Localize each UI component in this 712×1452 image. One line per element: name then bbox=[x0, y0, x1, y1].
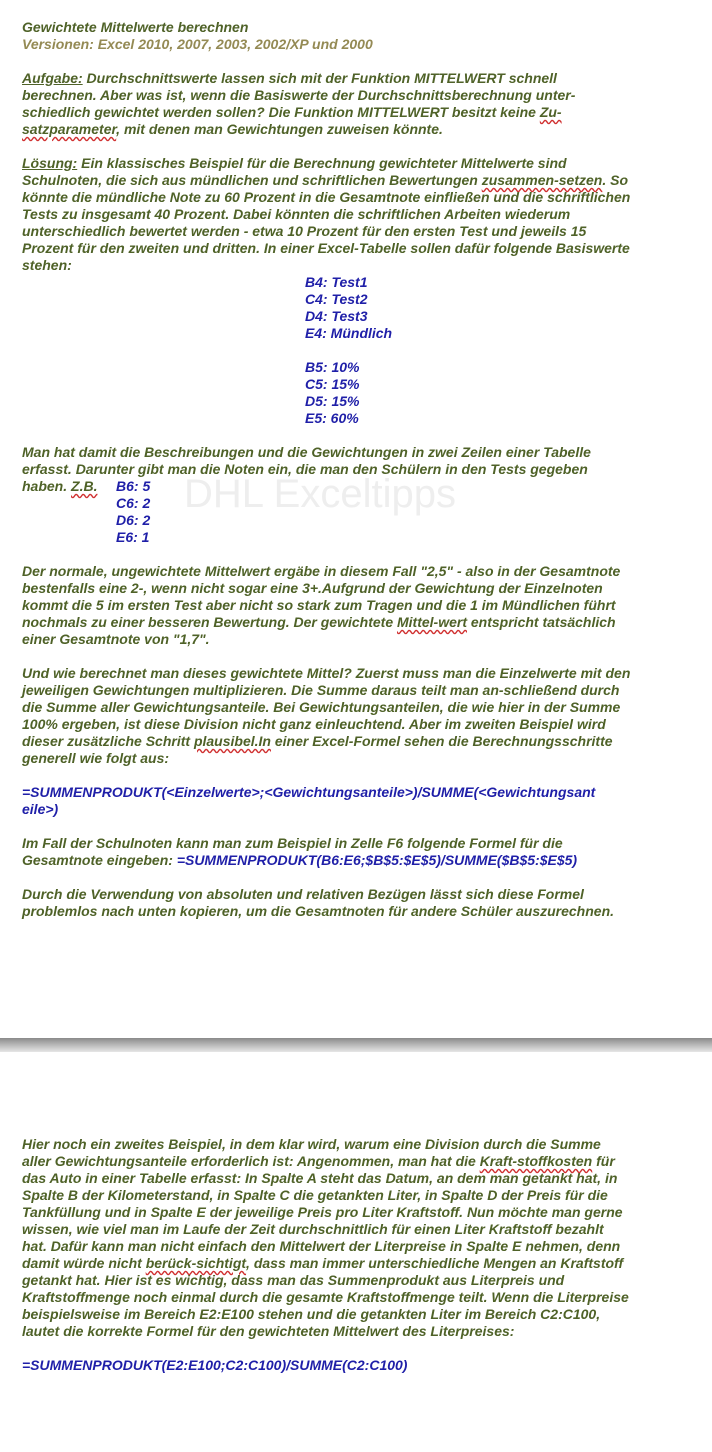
loesung-label: Lösung: bbox=[22, 155, 78, 171]
grade-c6: C6: 2 bbox=[116, 495, 151, 511]
basis-label-c4: C4: Test2 bbox=[305, 291, 368, 307]
weight-c5: C5: 15% bbox=[305, 376, 360, 392]
normal-paragraph bbox=[22, 563, 632, 648]
document-page-2 bbox=[0, 1052, 712, 1452]
basis-label-b4: B4: Test1 bbox=[305, 274, 368, 290]
formula-general-line-2: eile>) bbox=[22, 801, 59, 817]
wie-text-2: einer Excel-Formel sehen die Berechnungsschritte generell wie folgt aus: bbox=[22, 733, 613, 766]
formula-general-line-1: =SUMMENPRODUKT(<Einzelwerte>;<Gewichtungsanteile>)/SUMME(<Gewichtungsant bbox=[22, 784, 596, 800]
noten-text: Man hat damit die Beschreibungen und die Gewichtungen in zwei Zeilen einer Tabelle erfasst. Darunter gibt man die Noten ein, die man den Schülern in den Tests gegeben haben. bbox=[22, 444, 591, 494]
loesung-text-1: Ein klassisches Beispiel für die Berechnung gewichteter Mittelwerte sind Schulnoten, die sich aus mündlichen und schriftlichen Bewertungen bbox=[22, 155, 567, 188]
beispiel2-spellcheck-word-1: Kraft-stoffkosten bbox=[479, 1153, 593, 1169]
bezuege-paragraph: Durch die Verwendung von absoluten und relativen Bezügen lässt sich diese Formel problemlos nach unten kopieren, um die Gesamtnoten für andere Schüler auszurechnen. bbox=[22, 886, 615, 919]
schulnoten-paragraph bbox=[22, 835, 632, 869]
grades-block bbox=[116, 478, 632, 546]
wie-spellcheck-word: plausibel.In bbox=[193, 733, 271, 749]
normal-text-1: Der normale, ungewichtete Mittelwert ergäbe in diesem Fall "2,5" - also in der Gesamtnote bestenfalls eine 2-, wenn nicht sogar eine 3+.Aufgrund der Gewichtung der Einzelnoten kommt die 5 im ersten Test aber nicht so stark zum Tragen und die 1 im Mündlichen führt nochmals zu einer besseren Bewertung. Der gewichtete bbox=[22, 563, 621, 630]
weight-e5: E5: 60% bbox=[305, 410, 359, 426]
wie-paragraph bbox=[22, 665, 632, 767]
basis-label-d4: D4: Test3 bbox=[305, 308, 368, 324]
aufgabe-text-2: , mit denen man Gewichtungen zuweisen könnte. bbox=[116, 121, 443, 137]
formula-fuel: =SUMMENPRODUKT(E2:E100;C2:C100)/SUMME(C2:C100) bbox=[22, 1357, 408, 1373]
aufgabe-label: Aufgabe: bbox=[22, 70, 83, 86]
versions-line: Versionen: Excel 2010, 2007, 2003, 2002/XP und 2000 bbox=[22, 36, 373, 52]
basis-label-e4: E4: Mündlich bbox=[305, 325, 393, 341]
page-title: Gewichtete Mittelwerte berechnen bbox=[22, 19, 249, 35]
grade-d6: D6: 2 bbox=[116, 512, 151, 528]
grade-e6: E6: 1 bbox=[116, 529, 150, 545]
grade-b6: B6: 5 bbox=[116, 478, 151, 494]
noten-spellcheck-word: Z.B. bbox=[71, 478, 98, 494]
basis-values-block bbox=[305, 274, 632, 427]
aufgabe-spellcheck-word: Zu-satzparameter bbox=[22, 104, 562, 137]
beispiel2-text-2: für das Auto in einer Tabelle erfasst: In Spalte A steht das Datum, an dem man getankt hat, in Spalte B der Kilometerstand, in Spalte C die getankten Liter, in Spalte D der Preis für die Tankfüllung und in Spalte E der jeweilige Preis pro Liter Kraftstoff. Nun möchte man gerne wissen, wie viel man im Laufe der Zeit durchschnittlich für einen Liter Kraftstoff bezahlt hat. Dafür kann man nicht einfach den Mittelwert der Literpreise in Spalte E nehmen, denn damit würde nicht bbox=[22, 1153, 623, 1271]
normal-text-2: entspricht tatsächlich einer Gesamtnote von "1,7". bbox=[22, 614, 616, 647]
page-1-content bbox=[22, 19, 632, 920]
formula-schulnoten: =SUMMENPRODUKT(B6:E6;$B$5:$E$5)/SUMME($B$5:$E$5) bbox=[176, 852, 578, 868]
aufgabe-text-1: Durchschnittswerte lassen sich mit der Funktion MITTELWERT schnell berechnen. Aber was ist, wenn die Basiswerte der Durchschnittsberechnung unter-schiedlich gewichtet werden sollen? Die Funktion MITTELWERT besitzt keine bbox=[22, 70, 576, 120]
aufgabe-paragraph bbox=[22, 70, 632, 138]
loesung-text-2: . So könnte die mündliche Note zu 60 Prozent in die Gesamtnote einfließen und die schriftlichen Tests zu insgesamt 40 Prozent. Dabei könnten die schriftlichen Arbeiten wiederum unterschiedlich bewertet werden - etwa 10 Prozent für den ersten Test und jeweils 15 Prozent für den zweiten und dritten. In einer Excel-Tabelle sollen dafür folgende Basiswerte stehen: bbox=[22, 172, 631, 273]
beispiel2-spellcheck-word-2: berück-sichtigt bbox=[145, 1255, 247, 1271]
loesung-spellcheck-word: zusammen-setzen bbox=[481, 172, 603, 188]
normal-spellcheck-word: Mittel-wert bbox=[397, 614, 467, 630]
loesung-paragraph bbox=[22, 155, 632, 274]
beispiel2-text-1: Hier noch ein zweites Beispiel, in dem klar wird, warum eine Division durch die Summe aller Gewichtungsanteile erforderlich ist: Angenommen, man hat die bbox=[22, 1136, 601, 1169]
beispiel2-text-3: , dass man immer unterschiedliche Mengen an Kraftstoff getankt hat. Hier ist es wichtig, dass man das Summenprodukt aus Literpreis und Kraftstoffmenge noch einmal durch die gesamte Kraftstoffmenge teilt. Wenn die Literpreise beispielsweise im Bereich E2:E100 stehen und die getankten Liter im Bereich C2:C100, lautet die korrekte Formel für den gewichteten Mittelwert des Literpreises: bbox=[22, 1255, 629, 1339]
weight-b5: B5: 10% bbox=[305, 359, 360, 375]
weight-d5: D5: 15% bbox=[305, 393, 360, 409]
wie-text-1: Und wie berechnet man dieses gewichtete Mittel? Zuerst muss man die Einzelwerte mit den jeweiligen Gewichtungen multiplizieren. Die Summe daraus teilt man an-schließend durch die Summe aller Gewichtungsanteile. Bei Gewichtungsanteilen, die wie hier in der Summe 100% ergeben, ist diese Division nicht ganz einleuchtend. Aber im zweiten Beispiel wird dieser zusätzliche Schritt bbox=[22, 665, 631, 749]
schulnoten-text: Im Fall der Schulnoten kann man zum Beispiel in Zelle F6 folgende Formel für die Gesamtnote eingeben: bbox=[22, 835, 563, 868]
page-break-separator bbox=[0, 1038, 712, 1052]
watermark: DHL Exceltipps bbox=[184, 472, 456, 516]
beispiel2-paragraph bbox=[22, 1136, 632, 1340]
page-2-content bbox=[22, 1136, 632, 1374]
